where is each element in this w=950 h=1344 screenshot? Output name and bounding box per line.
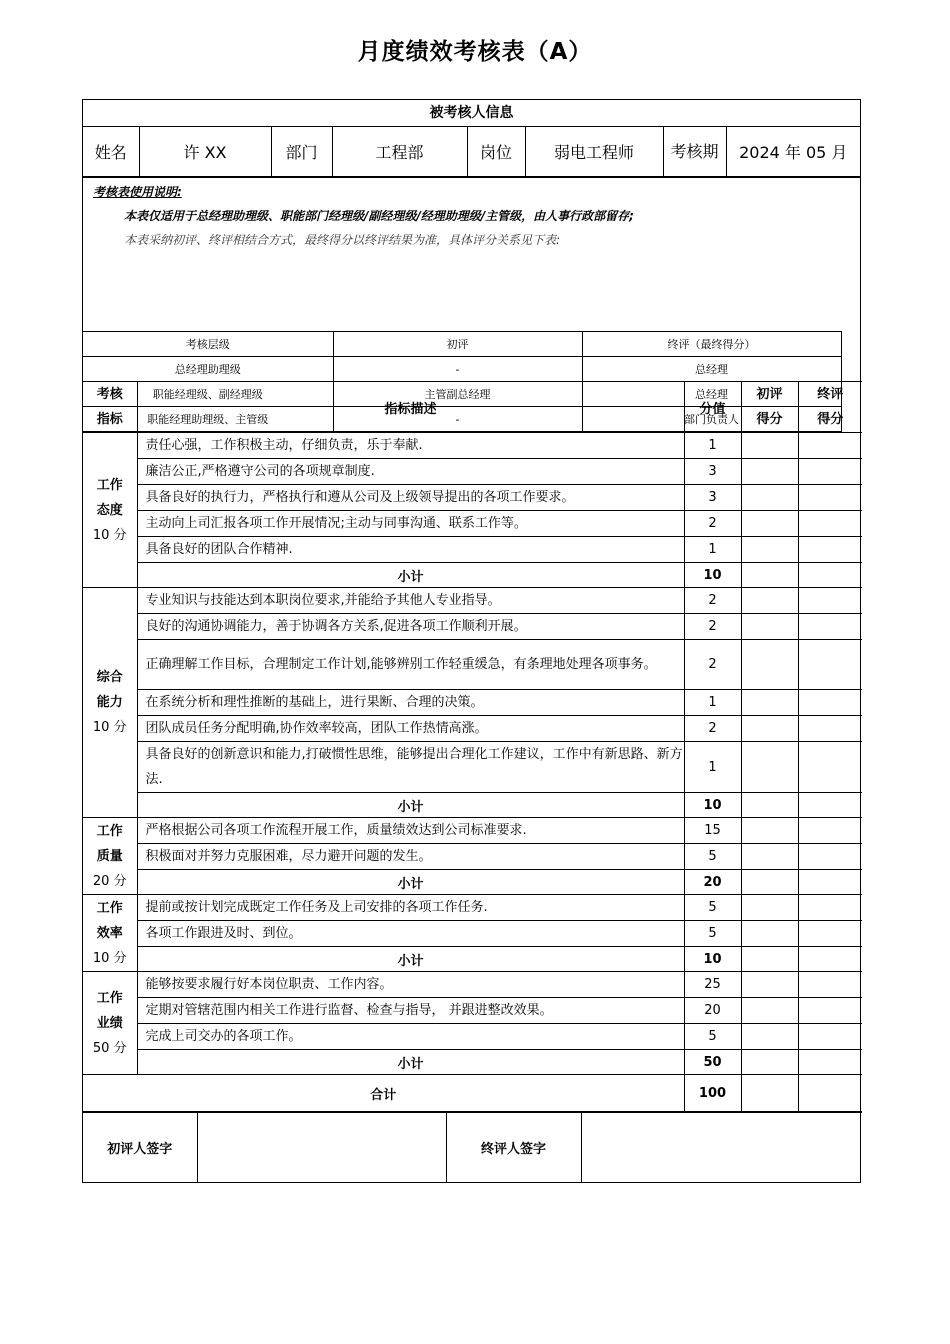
initial-score-input[interactable]	[741, 690, 798, 716]
indicator-desc: 主动向上司汇报各项工作开展情况;主动与同事沟通、联系工作等。	[137, 511, 684, 537]
indicator-score: 1	[684, 537, 741, 563]
initial-subtotal-input[interactable]	[741, 870, 798, 895]
indicator-desc: 在系统分析和理性推断的基础上，进行果断、合理的决策。	[137, 690, 684, 716]
initial-score-input[interactable]	[741, 818, 798, 844]
relation-cell: -	[333, 407, 582, 432]
subtotal-row	[83, 563, 862, 588]
initial-score-input[interactable]	[741, 921, 798, 947]
relation-cell: 总经理	[582, 382, 841, 407]
employee-info-table	[83, 127, 860, 177]
indicator-score: 15	[684, 818, 741, 844]
initial-signer-label: 初评人签字	[83, 1113, 197, 1183]
indicator-score: 3	[684, 485, 741, 511]
indicator-score: 5	[684, 844, 741, 870]
initial-subtotal-input[interactable]	[741, 1050, 798, 1075]
subtotal-value: 50	[684, 1050, 741, 1075]
initial-subtotal-input[interactable]	[741, 947, 798, 972]
final-total-input[interactable]	[798, 1075, 862, 1112]
subtotal-label: 小计	[137, 793, 684, 818]
category-cell: 工作 效率 10 分	[83, 895, 137, 972]
subtotal-label: 小计	[137, 947, 684, 972]
table-row	[83, 690, 862, 716]
relation-cell: 总经理	[582, 357, 841, 382]
final-score-input[interactable]	[798, 690, 862, 716]
indicator-score: 2	[684, 614, 741, 640]
initial-score-input[interactable]	[741, 1024, 798, 1050]
relation-cell: 主管副总经理	[333, 382, 582, 407]
relation-cell: 职能经理级、副经理级	[83, 382, 333, 407]
initial-subtotal-input[interactable]	[741, 793, 798, 818]
indicator-desc: 完成上司交办的各项工作。	[137, 1024, 684, 1050]
subtotal-row	[83, 947, 862, 972]
initial-score-input[interactable]	[741, 895, 798, 921]
table-row	[83, 640, 862, 690]
final-score-input[interactable]	[798, 972, 862, 998]
indicator-desc: 廉洁公正,严格遵守公司的各项规章制度.	[137, 459, 684, 485]
final-score-input[interactable]	[798, 818, 862, 844]
name-label: 姓名	[83, 127, 139, 177]
initial-score-input[interactable]	[741, 716, 798, 742]
subtotal-value: 10	[684, 793, 741, 818]
initial-score-input[interactable]	[741, 433, 798, 459]
category-cell: 综合 能力 10 分	[83, 588, 137, 818]
relation-cell: 总经理助理级	[83, 357, 333, 382]
page-title: 月度绩效考核表（A）	[357, 39, 593, 65]
subtotal-row	[83, 870, 862, 895]
category-cell: 工作 业绩 50 分	[83, 972, 137, 1075]
indicator-desc: 积极面对并努力克服困难，尽力避开问题的发生。	[137, 844, 684, 870]
initial-score-input[interactable]	[741, 844, 798, 870]
indicator-desc: 具备良好的执行力，严格执行和遵从公司及上级领导提出的各项工作要求。	[137, 485, 684, 511]
final-score-input[interactable]	[798, 640, 862, 690]
initial-score-input[interactable]	[741, 588, 798, 614]
relation-header: 终评（最终得分）	[582, 332, 841, 357]
header-indicator: 考核指标	[83, 382, 137, 433]
subtotal-row	[83, 793, 862, 818]
indicator-score: 5	[684, 1024, 741, 1050]
table-row	[83, 614, 862, 640]
final-score-input[interactable]	[798, 614, 862, 640]
initial-score-input[interactable]	[741, 972, 798, 998]
header-final-score: 终评得分	[798, 382, 862, 433]
final-score-input[interactable]	[798, 716, 862, 742]
subtotal-label: 小计	[137, 1050, 684, 1075]
subtotal-value: 20	[684, 870, 741, 895]
indicator-score: 2	[684, 640, 741, 690]
initial-score-input[interactable]	[741, 459, 798, 485]
table-row	[83, 921, 862, 947]
relation-header: 初评	[333, 332, 582, 357]
signature-table	[83, 1112, 862, 1182]
indicator-score: 3	[684, 459, 741, 485]
initial-score-input[interactable]	[741, 742, 798, 793]
subtotal-label: 小计	[137, 563, 684, 588]
table-row	[83, 1024, 862, 1050]
final-score-input[interactable]	[798, 998, 862, 1024]
table-row	[83, 895, 862, 921]
dept-label: 部门	[271, 127, 332, 177]
initial-signature-field[interactable]	[197, 1113, 446, 1183]
relation-cell: 职能经理助理级、主管级	[83, 407, 333, 432]
usage-line-1: 本表仅适用于总经理助理级、职能部门经理级/副经理级/经理助理级/主管级，由人事行政部留存;	[124, 209, 634, 223]
final-subtotal-input[interactable]	[798, 947, 862, 972]
indicator-score: 1	[684, 433, 741, 459]
scoring-relation-table	[83, 331, 842, 432]
indicator-desc: 良好的沟通协调能力，善于协调各方关系,促进各项工作顺利开展。	[137, 614, 684, 640]
final-subtotal-input[interactable]	[798, 793, 862, 818]
indicator-desc: 具备良好的创新意识和能力,打破惯性思维，能够提出合理化工作建议，工作中有新思路、新方法.	[137, 742, 684, 793]
header-description: 指标描述	[137, 382, 684, 433]
indicator-desc: 严格根据公司各项工作流程开展工作，质量绩效达到公司标准要求.	[137, 818, 684, 844]
final-score-input[interactable]	[798, 1024, 862, 1050]
final-score-input[interactable]	[798, 537, 862, 563]
relation-header: 考核层级	[83, 332, 333, 357]
table-row	[83, 972, 862, 998]
indicator-score: 5	[684, 895, 741, 921]
indicator-score: 2	[684, 588, 741, 614]
subtotal-row	[83, 1050, 862, 1075]
final-score-input[interactable]	[798, 485, 862, 511]
final-signature-field[interactable]	[581, 1113, 862, 1183]
table-row	[83, 537, 862, 563]
table-row	[83, 742, 862, 793]
name-value[interactable]: 许 XX	[139, 127, 271, 177]
dept-value[interactable]: 工程部	[332, 127, 467, 177]
period-label: 考核期	[663, 127, 726, 177]
total-value: 100	[684, 1075, 741, 1112]
usage-line-2: 本表采纳初评、终评相结合方式，最终得分以终评结果为准，具体评分关系见下表:	[124, 233, 561, 247]
table-row	[83, 459, 862, 485]
category-cell: 工作 质量 20 分	[83, 818, 137, 895]
post-label: 岗位	[467, 127, 525, 177]
category-cell: 工作 态度 10 分	[83, 433, 137, 588]
final-subtotal-input[interactable]	[798, 1050, 862, 1075]
post-value[interactable]: 弱电工程师	[525, 127, 663, 177]
final-score-input[interactable]	[798, 459, 862, 485]
final-subtotal-input[interactable]	[798, 563, 862, 588]
table-row	[83, 485, 862, 511]
subtotal-value: 10	[684, 947, 741, 972]
indicator-score: 20	[684, 998, 741, 1024]
assessment-table	[83, 381, 862, 1112]
final-score-input[interactable]	[798, 844, 862, 870]
table-row	[83, 998, 862, 1024]
indicator-score: 1	[684, 690, 741, 716]
header-score: 分值	[684, 382, 741, 433]
relation-cell: -	[333, 357, 582, 382]
final-score-input[interactable]	[798, 895, 862, 921]
table-row	[83, 716, 862, 742]
indicator-desc: 专业知识与技能达到本职岗位要求,并能给予其他人专业指导。	[137, 588, 684, 614]
subtotal-label: 小计	[137, 870, 684, 895]
initial-score-input[interactable]	[741, 614, 798, 640]
indicator-desc: 团队成员任务分配明确,协作效率较高，团队工作热情高涨。	[137, 716, 684, 742]
indicator-score: 25	[684, 972, 741, 998]
table-row	[83, 511, 862, 537]
indicator-score: 1	[684, 742, 741, 793]
indicator-desc: 具备良好的团队合作精神.	[137, 537, 684, 563]
period-value[interactable]: 2024 年 05 月	[726, 127, 860, 177]
subtotal-value: 10	[684, 563, 741, 588]
final-score-input[interactable]	[798, 588, 862, 614]
total-label: 合计	[83, 1075, 684, 1112]
table-row	[83, 588, 862, 614]
indicator-score: 2	[684, 511, 741, 537]
appraisal-form	[82, 99, 861, 1183]
usage-heading: 考核表使用说明:	[93, 185, 182, 199]
header-initial-score: 初评得分	[741, 382, 798, 433]
indicator-desc: 正确理解工作目标，合理制定工作计划,能够辨别工作轻重缓急，有条理地处理各项事务。	[137, 640, 684, 690]
initial-subtotal-input[interactable]	[741, 563, 798, 588]
relation-cell: 部门负责人	[582, 407, 841, 432]
initial-score-input[interactable]	[741, 511, 798, 537]
indicator-desc: 各项工作跟进及时、到位。	[137, 921, 684, 947]
indicator-desc: 能够按要求履行好本岗位职责、工作内容。	[137, 972, 684, 998]
initial-score-input[interactable]	[741, 640, 798, 690]
final-score-input[interactable]	[798, 921, 862, 947]
final-score-input[interactable]	[798, 511, 862, 537]
indicator-score: 2	[684, 716, 741, 742]
indicator-desc: 责任心强，工作积极主动，仔细负责，乐于奉献.	[137, 433, 684, 459]
total-row	[83, 1075, 862, 1112]
final-score-input[interactable]	[798, 433, 862, 459]
initial-score-input[interactable]	[741, 537, 798, 563]
final-score-input[interactable]	[798, 742, 862, 793]
table-row	[83, 818, 862, 844]
indicator-score: 5	[684, 921, 741, 947]
initial-total-input[interactable]	[741, 1075, 798, 1112]
info-section-header: 被考核人信息	[83, 100, 860, 127]
table-row	[83, 844, 862, 870]
indicator-desc: 定期对管辖范围内相关工作进行监督、检查与指导， 并跟进整改效果。	[137, 998, 684, 1024]
final-signer-label: 终评人签字	[446, 1113, 581, 1183]
indicator-desc: 提前或按计划完成既定工作任务及上司安排的各项工作任务.	[137, 895, 684, 921]
final-subtotal-input[interactable]	[798, 870, 862, 895]
initial-score-input[interactable]	[741, 485, 798, 511]
initial-score-input[interactable]	[741, 998, 798, 1024]
table-row	[83, 433, 862, 459]
